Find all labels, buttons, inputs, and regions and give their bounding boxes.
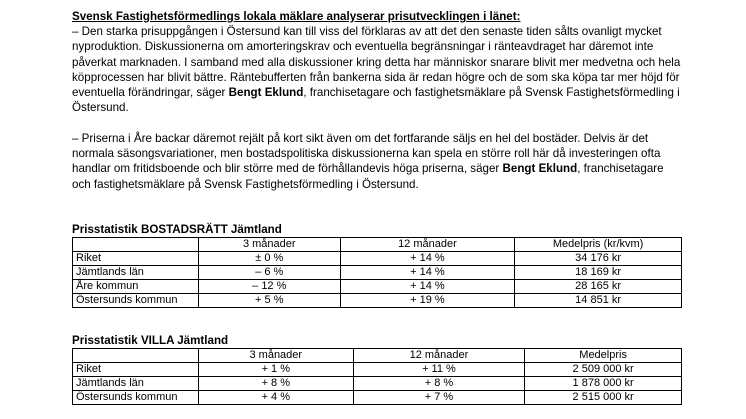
villa-table	[72, 348, 682, 405]
cell-3m: – 6 %	[198, 266, 340, 280]
column-header: 3 månader	[198, 349, 353, 363]
table-header-row	[73, 238, 682, 252]
paragraph-2-tail: , franchisetagare och fastighetsmäklare på Svensk Fastighetsförmedling i Östersund.	[72, 162, 664, 191]
section-heading: Svensk Fastighetsförmedlings lokala mäklare analyserar prisutvecklingen i länet:	[72, 10, 521, 23]
cell-3m: – 12 %	[198, 280, 340, 294]
cell-12m: + 7 %	[353, 391, 525, 405]
cell-12m: + 11 %	[353, 363, 525, 377]
paragraph-2-text: – Priserna i Åre backar däremot rejält på kort sikt även om det fortfarande säljs en hel del bostäder. Delvis är det normala säsongsvariationer, men bostadspolitiska diskussionerna kan spela en större roll här då investeringen ofta handlar om fritidsboende och blir större med de förhållandevis höga priserna, säger	[72, 131, 661, 176]
cell-3m: + 5 %	[198, 294, 340, 308]
row-label: Riket	[73, 363, 199, 377]
document-body	[72, 9, 682, 192]
cell-price: 28 165 kr	[515, 280, 682, 294]
cell-3m: ± 0 %	[198, 252, 340, 266]
cell-12m: + 19 %	[340, 294, 515, 308]
cell-price: 1 878 000 kr	[525, 377, 682, 391]
column-header: 12 månader	[340, 238, 515, 252]
column-header	[73, 349, 199, 363]
cell-price: 34 176 kr	[515, 252, 682, 266]
row-label: Jämtlands län	[73, 377, 199, 391]
table-row	[73, 280, 682, 294]
cell-12m: + 14 %	[340, 266, 515, 280]
paragraph-2-name: Bengt Eklund	[502, 162, 578, 176]
row-label: Jämtlands län	[73, 266, 199, 280]
row-label: Östersunds kommun	[73, 294, 199, 308]
paragraph-1-name: Bengt Eklund	[228, 86, 304, 100]
column-header: Medelpris	[525, 349, 682, 363]
quote-paragraph-1	[72, 24, 682, 116]
row-label: Åre kommun	[73, 280, 199, 294]
bostadsratt-table-title: Prisstatistik BOSTADSRÄTT Jämtland	[72, 223, 282, 236]
table-header-row	[73, 349, 682, 363]
table-row	[73, 391, 682, 405]
column-header: Medelpris (kr/kvm)	[515, 238, 682, 252]
table-row	[73, 266, 682, 280]
column-header	[73, 238, 199, 252]
quote-paragraph-2	[72, 131, 682, 192]
cell-12m: + 14 %	[340, 252, 515, 266]
cell-price: 2 509 000 kr	[525, 363, 682, 377]
cell-price: 18 169 kr	[515, 266, 682, 280]
bostadsratt-table	[72, 237, 682, 308]
villa-table-block	[72, 334, 682, 405]
cell-3m: + 8 %	[198, 377, 353, 391]
cell-price: 14 851 kr	[515, 294, 682, 308]
cell-3m: + 1 %	[198, 363, 353, 377]
row-label: Riket	[73, 252, 199, 266]
table-row	[73, 363, 682, 377]
row-label: Östersunds kommun	[73, 391, 199, 405]
paragraph-1-text: – Den starka prisuppgången i Östersund kan till viss del förklaras av att det den senaste tiden sålts ovanligt mycket nyproduktion. Diskussionerna om amorteringskrav och eventuella begränsningar i ränteavdraget har däremot inte påverkat marknaden. I samband med alla diskussioner kring detta har människor snarare blivit mer medvetna och hela köpprocessen har blivit bättre. Räntebufferten från bankerna sida är redan högre och de som ska köpa tar mer höjd för eventuella förändringar, säger	[72, 25, 681, 100]
table-row	[73, 377, 682, 391]
column-header: 12 månader	[353, 349, 525, 363]
cell-12m: + 14 %	[340, 280, 515, 294]
cell-price: 2 515 000 kr	[525, 391, 682, 405]
bostadsratt-table-block	[72, 223, 682, 308]
cell-3m: + 4 %	[198, 391, 353, 405]
table-row	[73, 252, 682, 266]
column-header: 3 månader	[198, 238, 340, 252]
cell-12m: + 8 %	[353, 377, 525, 391]
villa-table-title: Prisstatistik VILLA Jämtland	[72, 334, 229, 347]
table-row	[73, 294, 682, 308]
paragraph-1-tail: , franchisetagare och fastighetsmäklare på Svensk Fastighetsförmedling i Östersund.	[72, 86, 680, 115]
